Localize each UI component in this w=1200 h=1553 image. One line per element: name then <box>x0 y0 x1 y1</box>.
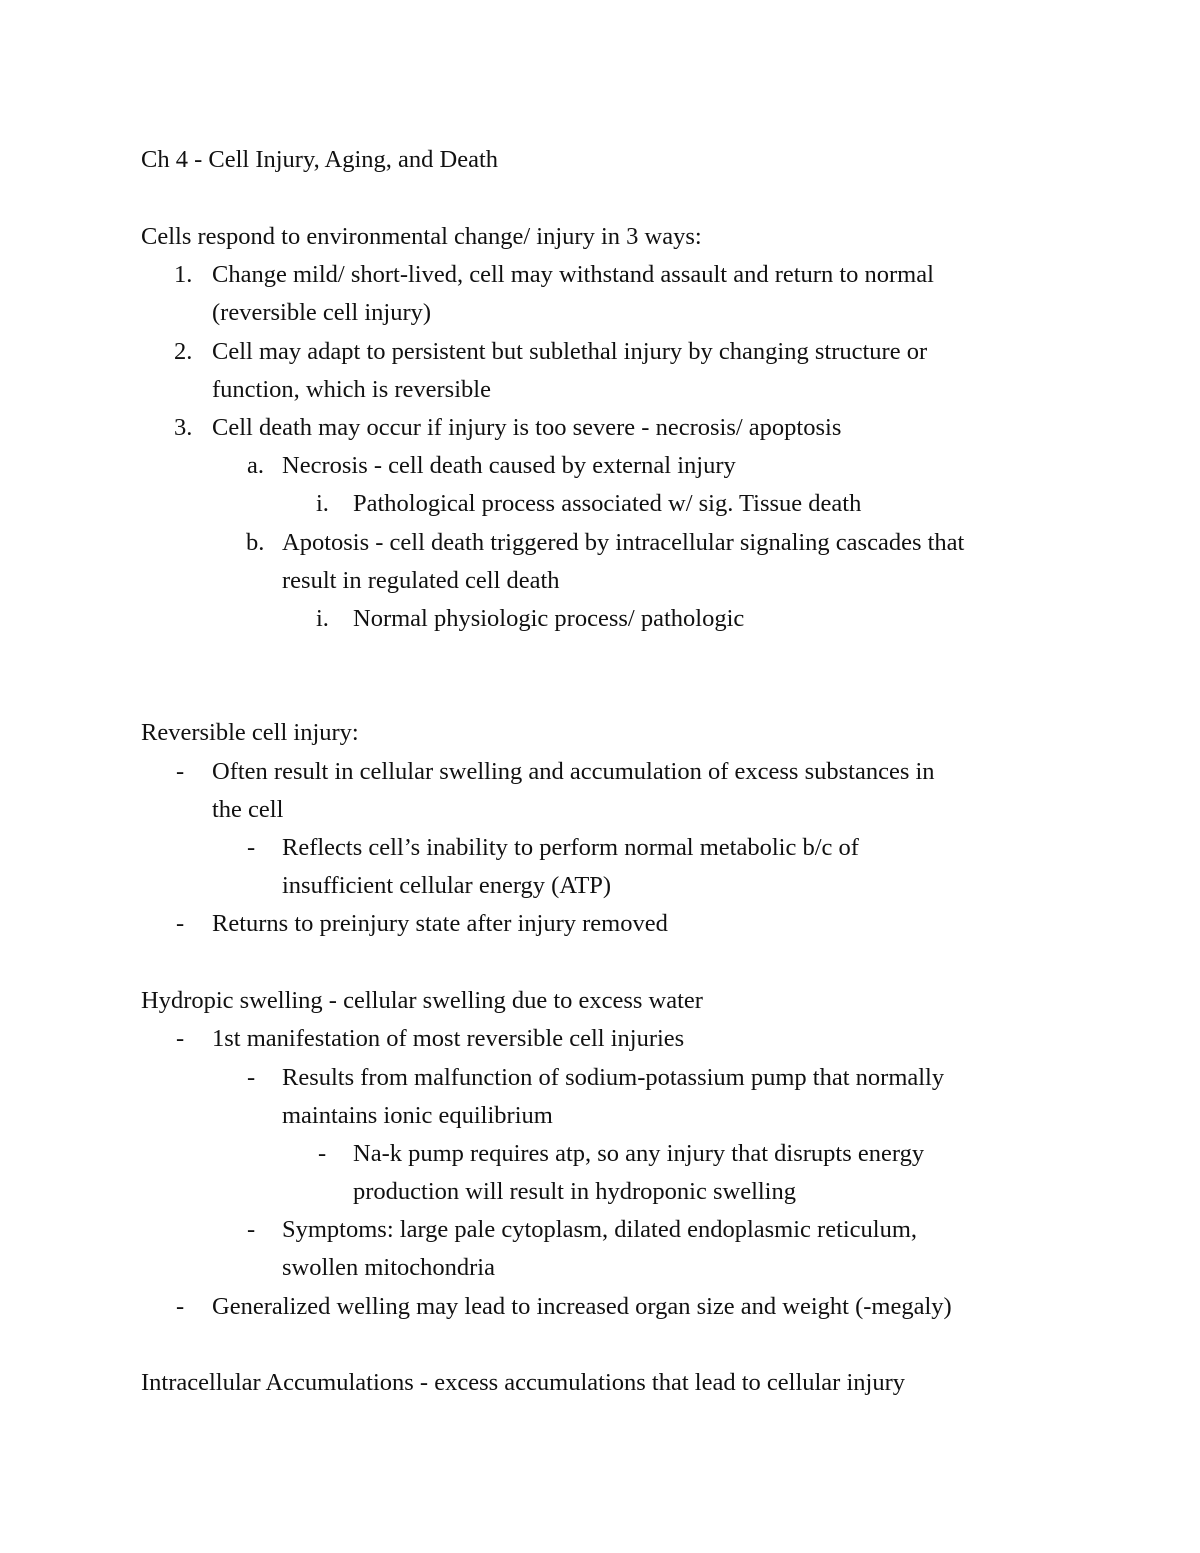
list-item-text: Normal physiologic process/ pathologic <box>353 605 745 632</box>
list-item-text: Necrosis - cell death caused by external injury <box>282 452 736 479</box>
section-intro: Cells respond to environmental change/ injury in 3 ways: <box>141 223 702 250</box>
list-item-text: Cell death may occur if injury is too severe - necrosis/ apoptosis <box>212 414 842 441</box>
bullet-text: maintains ionic equilibrium <box>282 1102 553 1129</box>
bullet-text: Symptoms: large pale cytoplasm, dilated endoplasmic reticulum, <box>282 1216 918 1243</box>
section-heading: Hydropic swelling - cellular swelling due to excess water <box>141 987 703 1014</box>
list-item-text: function, which is reversible <box>212 376 491 403</box>
list-marker: i. <box>316 490 329 517</box>
bullet-marker: - <box>176 1025 185 1052</box>
section-heading: Reversible cell injury: <box>141 719 359 746</box>
document-title: Ch 4 - Cell Injury, Aging, and Death <box>141 146 499 173</box>
bullet-marker: - <box>318 1140 327 1167</box>
list-item-text: Apotosis - cell death triggered by intracellular signaling cascades that <box>282 529 965 556</box>
bullet-text: swollen mitochondria <box>282 1254 495 1281</box>
bullet-text: production will result in hydroponic swelling <box>353 1178 796 1205</box>
bullet-text: Na-k pump requires atp, so any injury that disrupts energy <box>353 1140 925 1167</box>
bullet-text: 1st manifestation of most reversible cell injuries <box>212 1025 685 1052</box>
bullet-marker: - <box>247 834 256 861</box>
bullet-text: Generalized welling may lead to increased organ size and weight (-megaly) <box>212 1293 952 1320</box>
list-marker: b. <box>246 529 265 556</box>
list-marker: 1. <box>174 261 193 288</box>
bullet-marker: - <box>176 910 185 937</box>
bullet-marker: - <box>176 758 185 785</box>
list-marker: a. <box>247 452 264 479</box>
list-item-text: result in regulated cell death <box>282 567 560 594</box>
list-item-text: Cell may adapt to persistent but sublethal injury by changing structure or <box>212 338 928 365</box>
bullet-text: insufficient cellular energy (ATP) <box>282 872 612 899</box>
section-heading: Intracellular Accumulations - excess accumulations that lead to cellular injury <box>141 1369 905 1396</box>
bullet-marker: - <box>176 1293 185 1320</box>
bullet-text: Often result in cellular swelling and accumulation of excess substances in <box>212 758 935 785</box>
list-marker: 3. <box>174 414 193 441</box>
list-item-text: Pathological process associated w/ sig. Tissue death <box>353 490 862 517</box>
list-marker: 2. <box>174 338 193 365</box>
bullet-text: the cell <box>212 796 284 823</box>
bullet-text: Reflects cell’s inability to perform normal metabolic b/c of <box>282 834 859 861</box>
bullet-text: Returns to preinjury state after injury removed <box>212 910 668 937</box>
bullet-marker: - <box>247 1064 256 1091</box>
list-item-text: Change mild/ short-lived, cell may withstand assault and return to normal <box>212 261 934 288</box>
bullet-marker: - <box>247 1216 256 1243</box>
list-marker: i. <box>316 605 329 632</box>
bullet-text: Results from malfunction of sodium-potassium pump that normally <box>282 1064 945 1091</box>
list-item-text: (reversible cell injury) <box>212 299 432 326</box>
